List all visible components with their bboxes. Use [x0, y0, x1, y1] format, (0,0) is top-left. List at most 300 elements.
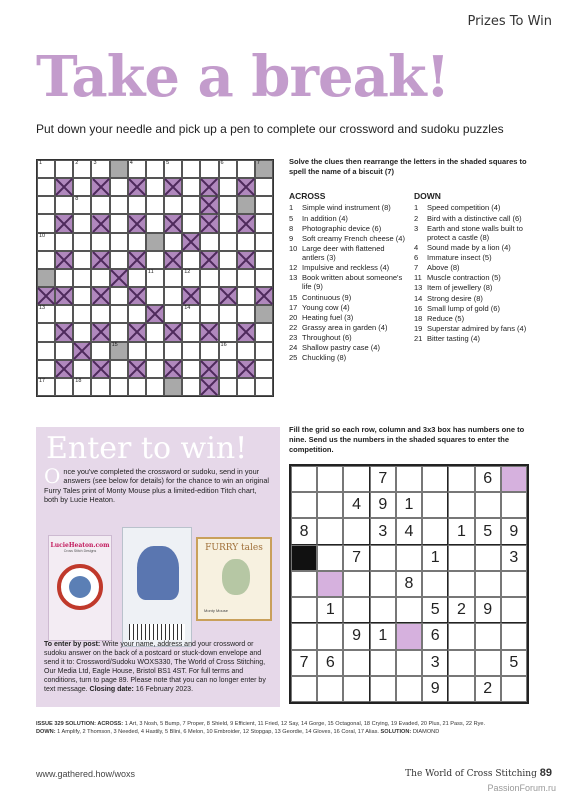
crossword-block — [164, 214, 182, 232]
crossword-cell[interactable] — [110, 305, 128, 323]
clue-number: 3 — [414, 223, 419, 233]
crossword-cell[interactable] — [255, 323, 273, 341]
crossword-cell[interactable] — [110, 342, 128, 360]
crossword-cell[interactable] — [37, 196, 55, 214]
sudoku-cell[interactable]: 6 — [317, 650, 343, 676]
sudoku-cell[interactable] — [501, 492, 527, 518]
sudoku-cell[interactable] — [448, 466, 474, 492]
crossword-cell[interactable] — [219, 233, 237, 251]
sudoku-cell[interactable]: 5 — [475, 518, 501, 544]
sudoku-cell[interactable] — [448, 650, 474, 676]
crossword-cell[interactable] — [255, 251, 273, 269]
crossword-cell[interactable] — [91, 160, 109, 178]
down-clue — [414, 214, 532, 223]
clue-number: 23 — [289, 333, 298, 343]
crossword-cell[interactable] — [255, 178, 273, 196]
sudoku-cell[interactable] — [422, 492, 448, 518]
prize-card-image — [48, 535, 112, 641]
crossword-cell[interactable] — [128, 269, 146, 287]
sudoku-cell[interactable] — [291, 492, 317, 518]
crossword-block — [55, 214, 73, 232]
sudoku-cell[interactable] — [475, 623, 501, 649]
across-clue — [289, 303, 406, 312]
crossword-cell[interactable] — [182, 323, 200, 341]
crossword-cell[interactable] — [110, 233, 128, 251]
crossword-cell[interactable] — [164, 305, 182, 323]
crossword-cell[interactable] — [73, 305, 91, 323]
sudoku-cell[interactable] — [475, 545, 501, 571]
clue-number: 12 — [184, 268, 191, 275]
sudoku-cell[interactable] — [343, 571, 369, 597]
crossword-cell[interactable] — [128, 342, 146, 360]
crossword-cell[interactable] — [237, 233, 255, 251]
crossword-cell[interactable] — [110, 214, 128, 232]
crossword-cell[interactable] — [128, 378, 146, 396]
brand-logo: LucieHeaton.com — [50, 542, 110, 549]
crossword-block — [128, 287, 146, 305]
crossword-block — [55, 178, 73, 196]
clue-text: Item of jewellery (8) — [427, 283, 493, 293]
sudoku-cell[interactable] — [475, 571, 501, 597]
sudoku-cell[interactable] — [317, 492, 343, 518]
print-signature: Monty Mouse — [204, 608, 229, 613]
sudoku-cell[interactable] — [501, 623, 527, 649]
crossword-cell[interactable] — [182, 251, 200, 269]
crossword-cell[interactable] — [182, 360, 200, 378]
crossword-cell[interactable] — [255, 233, 273, 251]
sudoku-cell[interactable] — [422, 518, 448, 544]
sudoku-cell[interactable] — [396, 545, 422, 571]
across-clue — [289, 333, 406, 342]
crossword-cell[interactable] — [255, 378, 273, 396]
previous-solution — [36, 721, 536, 737]
sudoku-cell[interactable]: 2 — [448, 597, 474, 623]
crossword-cell[interactable] — [73, 269, 91, 287]
crossword-cell[interactable] — [91, 196, 109, 214]
crossword-cell[interactable] — [146, 214, 164, 232]
across-clue — [289, 323, 406, 332]
sudoku-cell[interactable] — [317, 466, 343, 492]
crossword-cell[interactable] — [110, 323, 128, 341]
crossword-cell[interactable] — [146, 233, 164, 251]
sudoku-cell[interactable] — [317, 676, 343, 702]
crossword-cell[interactable] — [37, 323, 55, 341]
sudoku-cell[interactable]: 4 — [343, 492, 369, 518]
crossword-cell[interactable] — [55, 196, 73, 214]
sudoku-cell[interactable] — [291, 623, 317, 649]
crossword-cell[interactable] — [55, 305, 73, 323]
sudoku-cell[interactable] — [501, 466, 527, 492]
sudoku-cell[interactable]: 3 — [501, 545, 527, 571]
barcode-icon — [129, 624, 185, 640]
crossword-cell[interactable] — [55, 233, 73, 251]
page-subtitle: Put down your needle and pick up a pen to complete our crossword and sudoku puzzles — [36, 122, 504, 136]
crossword-block — [255, 287, 273, 305]
sudoku-cell[interactable] — [370, 597, 396, 623]
clue-number: 13 — [39, 305, 46, 312]
crossword-cell[interactable] — [219, 178, 237, 196]
crossword-cell[interactable] — [73, 178, 91, 196]
sudoku-cell[interactable] — [317, 623, 343, 649]
sudoku-cell[interactable]: 8 — [396, 571, 422, 597]
crossword-cell[interactable] — [73, 233, 91, 251]
crossword-cell[interactable] — [182, 269, 200, 287]
crossword-cell[interactable] — [37, 378, 55, 396]
crossword-block — [146, 305, 164, 323]
magazine-name: The World of Cross Stitching — [405, 769, 537, 779]
footer-url[interactable]: www.gathered.how/woxs — [36, 769, 136, 779]
crossword-cell[interactable] — [182, 214, 200, 232]
sudoku-cell[interactable]: 1 — [317, 597, 343, 623]
crossword-block — [110, 269, 128, 287]
sudoku-cell[interactable] — [317, 571, 343, 597]
sudoku-cell[interactable] — [448, 492, 474, 518]
sudoku-cell[interactable] — [448, 676, 474, 702]
crossword-cell[interactable] — [55, 269, 73, 287]
crossword-cell[interactable] — [237, 378, 255, 396]
crossword-cell[interactable] — [182, 305, 200, 323]
crossword-block — [55, 323, 73, 341]
crossword-cell[interactable] — [146, 160, 164, 178]
clue-number: 15 — [289, 292, 298, 302]
sudoku-cell[interactable] — [475, 492, 501, 518]
sudoku-cell[interactable]: 5 — [501, 650, 527, 676]
across-clue — [289, 234, 406, 243]
crossword-cell[interactable] — [146, 378, 164, 396]
sudoku-cell[interactable] — [291, 597, 317, 623]
crossword-cell[interactable] — [37, 160, 55, 178]
crossword-cell[interactable] — [237, 269, 255, 287]
crossword-cell[interactable] — [37, 305, 55, 323]
crossword-cell[interactable] — [55, 160, 73, 178]
crossword-block — [200, 214, 218, 232]
crossword-block — [91, 360, 109, 378]
crossword-cell[interactable] — [164, 269, 182, 287]
sudoku-cell[interactable] — [501, 571, 527, 597]
crossword-cell[interactable] — [164, 378, 182, 396]
closing-label: Closing date: — [87, 685, 134, 693]
clue-number: 17 — [289, 302, 298, 312]
crossword-cell[interactable] — [110, 251, 128, 269]
crossword-cell[interactable] — [255, 214, 273, 232]
crossword-cell[interactable] — [164, 287, 182, 305]
crossword-cell[interactable] — [219, 323, 237, 341]
sudoku-cell[interactable] — [396, 650, 422, 676]
crossword-cell[interactable] — [164, 160, 182, 178]
crossword-cell[interactable] — [182, 378, 200, 396]
sudoku-cell[interactable] — [396, 623, 422, 649]
sudoku-cell[interactable]: 5 — [422, 597, 448, 623]
clue-text: Shallow pastry case (4) — [302, 343, 380, 353]
sudoku-cell[interactable]: 6 — [475, 466, 501, 492]
crossword-cell[interactable] — [200, 269, 218, 287]
clue-number: 11 — [147, 268, 154, 275]
footer-magazine — [405, 767, 552, 779]
down-clue — [414, 243, 532, 252]
crossword-cell[interactable] — [200, 342, 218, 360]
crossword-cell[interactable] — [255, 305, 273, 323]
crossword-block — [164, 323, 182, 341]
crossword-cell[interactable] — [91, 342, 109, 360]
crossword-cell[interactable] — [91, 269, 109, 287]
sudoku-cell[interactable] — [343, 518, 369, 544]
crossword-cell[interactable] — [146, 360, 164, 378]
crossword-cell[interactable] — [91, 305, 109, 323]
sudoku-cell[interactable]: 7 — [370, 466, 396, 492]
crossword-cell[interactable] — [146, 323, 164, 341]
sudoku-cell[interactable] — [448, 623, 474, 649]
crossword-cell[interactable] — [37, 251, 55, 269]
crossword-cell[interactable] — [55, 342, 73, 360]
clue-number: 1 — [39, 160, 43, 166]
sudoku-cell[interactable] — [501, 597, 527, 623]
sudoku-grid — [289, 464, 529, 704]
crossword-cell[interactable] — [200, 160, 218, 178]
crossword-cell[interactable] — [255, 269, 273, 287]
crossword-cell[interactable] — [128, 305, 146, 323]
sudoku-cell[interactable]: 9 — [370, 492, 396, 518]
crossword-cell[interactable] — [110, 160, 128, 178]
clue-number: 25 — [289, 353, 298, 363]
sudoku-cell[interactable] — [291, 676, 317, 702]
clue-text: Throughout (6) — [302, 333, 352, 343]
crossword-cell[interactable] — [128, 196, 146, 214]
crossword-cell[interactable] — [91, 233, 109, 251]
sudoku-cell[interactable] — [370, 650, 396, 676]
clue-number: 1 — [414, 203, 419, 213]
clue-number: 18 — [75, 377, 82, 384]
sudoku-cell[interactable]: 1 — [448, 518, 474, 544]
sudoku-cell[interactable]: 3 — [422, 650, 448, 676]
clue-text: Heating fuel (3) — [302, 312, 354, 322]
sudoku-cell[interactable]: 1 — [396, 492, 422, 518]
crossword-cell[interactable] — [37, 360, 55, 378]
clue-number: 21 — [414, 334, 423, 344]
page-title: Take a break! — [36, 44, 450, 110]
mouse-illustration-icon — [69, 576, 91, 598]
sudoku-cell[interactable] — [370, 571, 396, 597]
crossword-cell[interactable] — [73, 214, 91, 232]
crossword-cell[interactable] — [219, 214, 237, 232]
crossword-cell[interactable] — [237, 305, 255, 323]
crossword-block — [237, 323, 255, 341]
post-text: Write your name, address and your crossword or sudoku answer on the back of a postcard or stuck-down envelope and send it to: Crossword/Sudoku WOXS330, The World of Cross Stitching, Our Media Ltd, Eagle House, Bristol BS1 4ST. For full terms and conditions, turn to page 89. Please note that you can no longer enter by text message. — [44, 641, 266, 693]
sudoku-cell[interactable] — [396, 676, 422, 702]
sudoku-cell[interactable]: 6 — [422, 623, 448, 649]
sudoku-cell[interactable]: 9 — [501, 518, 527, 544]
sudoku-cell[interactable] — [501, 676, 527, 702]
sudoku-cell[interactable]: 1 — [422, 545, 448, 571]
crossword-cell[interactable] — [219, 342, 237, 360]
crossword-cell[interactable] — [164, 233, 182, 251]
crossword-cell[interactable] — [128, 233, 146, 251]
sudoku-cell[interactable] — [317, 518, 343, 544]
page-number: 89 — [539, 767, 552, 779]
watermark: PassionForum.ru — [487, 783, 556, 793]
crossword-cell[interactable] — [55, 378, 73, 396]
crossword-block — [182, 233, 200, 251]
across-clue — [289, 244, 406, 262]
crossword-cell[interactable] — [255, 342, 273, 360]
sudoku-cell[interactable] — [317, 545, 343, 571]
crossword-cell[interactable] — [73, 251, 91, 269]
crossword-cell[interactable] — [182, 160, 200, 178]
clue-number: 10 — [39, 232, 46, 239]
crossword-cell[interactable] — [37, 178, 55, 196]
sudoku-cell[interactable]: 7 — [291, 650, 317, 676]
crossword-cell[interactable] — [182, 178, 200, 196]
crossword-cell[interactable] — [219, 196, 237, 214]
crossword-cell[interactable] — [110, 378, 128, 396]
clue-text: Strong desire (8) — [427, 293, 483, 303]
crossword-cell[interactable] — [200, 305, 218, 323]
crossword-cell[interactable] — [219, 269, 237, 287]
crossword-cell[interactable] — [164, 342, 182, 360]
crossword-cell[interactable] — [110, 287, 128, 305]
crossword-block — [182, 287, 200, 305]
brand-subtitle: Cross Stitch Designs — [63, 549, 97, 553]
sudoku-cell[interactable] — [422, 571, 448, 597]
crossword-cell[interactable] — [146, 178, 164, 196]
crossword-cell[interactable] — [73, 360, 91, 378]
closing-text: 16 February 2023. — [133, 685, 194, 693]
sudoku-cell[interactable] — [396, 597, 422, 623]
clue-text: Simple wind instrument (8) — [302, 203, 391, 213]
sudoku-cell[interactable] — [422, 466, 448, 492]
crossword-cell[interactable] — [91, 378, 109, 396]
sudoku-cell[interactable] — [343, 597, 369, 623]
crossword-cell[interactable] — [146, 342, 164, 360]
crossword-cell[interactable] — [146, 251, 164, 269]
crossword-cell[interactable] — [73, 287, 91, 305]
sudoku-cell[interactable] — [448, 571, 474, 597]
sudoku-cell[interactable]: 9 — [422, 676, 448, 702]
crossword-cell[interactable] — [146, 269, 164, 287]
down-clue — [414, 203, 532, 212]
crossword-cell[interactable] — [73, 160, 91, 178]
crossword-cell[interactable] — [110, 196, 128, 214]
clue-text: Muscle contraction (5) — [427, 273, 501, 283]
sudoku-cell[interactable] — [343, 466, 369, 492]
crossword-cell[interactable] — [219, 360, 237, 378]
sudoku-cell[interactable]: 2 — [475, 676, 501, 702]
crossword-cell[interactable] — [73, 323, 91, 341]
sudoku-cell[interactable] — [291, 466, 317, 492]
down-clue — [414, 334, 532, 343]
dropcap: O — [44, 464, 61, 488]
sudoku-cell[interactable] — [343, 650, 369, 676]
crossword-cell[interactable] — [37, 269, 55, 287]
clue-number: 7 — [256, 160, 260, 166]
crossword-cell[interactable] — [219, 160, 237, 178]
sudoku-cell[interactable]: 3 — [370, 518, 396, 544]
crossword-block — [128, 323, 146, 341]
sudoku-cell[interactable] — [475, 650, 501, 676]
crossword-cell[interactable] — [219, 251, 237, 269]
clue-number: 18 — [414, 313, 423, 323]
crossword-cell[interactable] — [237, 342, 255, 360]
sudoku-cell[interactable] — [448, 545, 474, 571]
crossword-cell[interactable] — [255, 196, 273, 214]
sudoku-cell[interactable]: 8 — [291, 518, 317, 544]
prize-chart-image — [122, 527, 192, 647]
sudoku-cell[interactable] — [396, 466, 422, 492]
sudoku-cell[interactable] — [370, 676, 396, 702]
clue-number: 3 — [93, 160, 97, 166]
sudoku-cell[interactable] — [370, 545, 396, 571]
crossword-cell[interactable] — [146, 287, 164, 305]
crossword-block — [91, 214, 109, 232]
crossword-cell[interactable] — [237, 160, 255, 178]
crossword-cell[interactable] — [237, 196, 255, 214]
post-label: To enter by post: — [44, 641, 101, 648]
down-clue — [414, 224, 532, 242]
sudoku-cell[interactable] — [291, 545, 317, 571]
crossword-cell[interactable] — [146, 196, 164, 214]
down-clue — [414, 314, 532, 323]
sudoku-cell[interactable]: 7 — [343, 545, 369, 571]
sudoku-cell[interactable] — [291, 571, 317, 597]
across-clue — [289, 263, 406, 272]
crossword-cell[interactable] — [37, 233, 55, 251]
crossword-cell[interactable] — [200, 287, 218, 305]
win-description — [44, 464, 272, 505]
crossword-cell[interactable] — [164, 196, 182, 214]
crossword-cell[interactable] — [182, 196, 200, 214]
win-title: Enter to win! — [46, 431, 248, 466]
crossword-cell[interactable] — [237, 287, 255, 305]
crossword-cell[interactable] — [73, 196, 91, 214]
crossword-block — [91, 323, 109, 341]
clue-text: Large deer with flattened antlers (3) — [302, 243, 385, 263]
clue-number: 2 — [414, 213, 419, 223]
clue-number: 16 — [414, 303, 423, 313]
down-clue — [414, 273, 532, 282]
crossword-block — [55, 360, 73, 378]
clue-text: Speed competition (4) — [427, 203, 501, 213]
sudoku-cell[interactable]: 1 — [370, 623, 396, 649]
across-clue — [289, 343, 406, 352]
clue-number: 2 — [75, 160, 79, 166]
crossword-cell[interactable] — [110, 360, 128, 378]
crossword-cell[interactable] — [110, 178, 128, 196]
sudoku-cell[interactable]: 9 — [475, 597, 501, 623]
crossword-cell[interactable] — [73, 378, 91, 396]
clue-number: 4 — [129, 160, 133, 166]
crossword-cell[interactable] — [219, 378, 237, 396]
crossword-cell[interactable] — [255, 160, 273, 178]
clue-number: 14 — [414, 293, 423, 303]
clue-text: Soft creamy French cheese (4) — [302, 233, 405, 243]
crossword-cell[interactable] — [128, 160, 146, 178]
clue-number: 6 — [414, 253, 419, 263]
crossword-cell[interactable] — [255, 360, 273, 378]
crossword-cell[interactable] — [200, 233, 218, 251]
sudoku-cell[interactable]: 9 — [343, 623, 369, 649]
clue-number: 13 — [289, 273, 298, 283]
sudoku-cell[interactable]: 4 — [396, 518, 422, 544]
crossword-cell[interactable] — [37, 214, 55, 232]
crossword-cell[interactable] — [219, 305, 237, 323]
prize-print-image — [196, 537, 272, 621]
clue-number: 22 — [289, 323, 298, 333]
crossword-cell[interactable] — [182, 342, 200, 360]
crossword-cell[interactable] — [37, 342, 55, 360]
enter-to-win-panel — [36, 427, 280, 707]
crossword-block — [73, 342, 91, 360]
win-description-text: nce you've completed the crossword or sudoku, send in your answers (see below for details) for the chance to win an original Furry Tales print of Monty Mouse plus a limited-edition Titch chart, both by Lucie Heaton. — [44, 467, 270, 505]
sudoku-cell[interactable] — [343, 676, 369, 702]
